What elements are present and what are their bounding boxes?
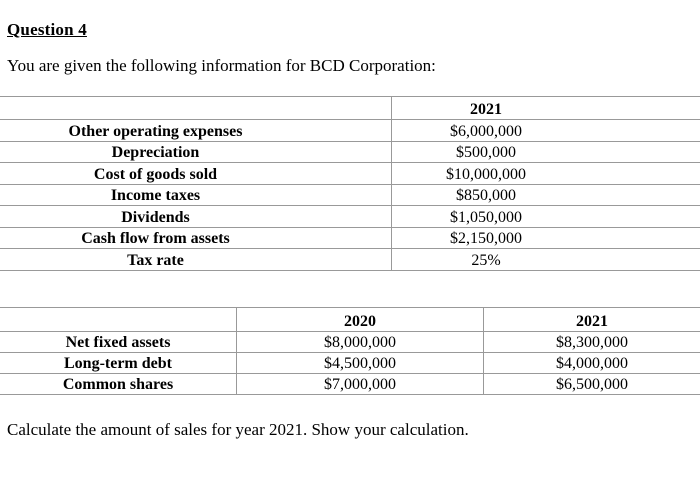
table-header-row (0, 308, 700, 332)
value-2020: $8,000,000 (237, 332, 484, 353)
value-2020: $7,000,000 (237, 374, 484, 395)
question-prompt: Calculate the amount of sales for year 2021. Show your calculation. (7, 420, 469, 439)
table-row (0, 141, 700, 163)
value-2021: $8,300,000 (484, 332, 700, 353)
question-heading: Question 4 (7, 20, 87, 39)
year-header: 2021 (391, 97, 700, 120)
row-value: $10,000,000 (391, 163, 700, 185)
table-row (0, 163, 700, 185)
row-value: 25% (391, 249, 700, 271)
row-label: Dividends (0, 206, 391, 228)
year-header-2021: 2021 (484, 308, 700, 332)
value-2021: $6,500,000 (484, 374, 700, 395)
table-header-row (0, 97, 700, 120)
header-blank-cell (0, 97, 391, 120)
row-label: Common shares (0, 374, 237, 395)
table-row (0, 120, 700, 142)
row-label: Net fixed assets (0, 332, 237, 353)
table-row (0, 332, 700, 353)
value-2021: $4,000,000 (484, 353, 700, 374)
table-row (0, 206, 700, 228)
row-label: Cost of goods sold (0, 163, 391, 185)
row-value: $2,150,000 (391, 227, 700, 249)
row-value: $6,000,000 (391, 120, 700, 142)
row-label: Income taxes (0, 184, 391, 206)
row-label: Tax rate (0, 249, 391, 271)
income-data-table (0, 96, 700, 271)
row-value: $500,000 (391, 141, 700, 163)
table-row (0, 353, 700, 374)
table-row (0, 227, 700, 249)
row-label: Cash flow from assets (0, 227, 391, 249)
table-row (0, 184, 700, 206)
row-label: Depreciation (0, 141, 391, 163)
header-blank-cell (0, 308, 237, 332)
row-label: Long-term debt (0, 353, 237, 374)
row-value: $1,050,000 (391, 206, 700, 228)
intro-text: You are given the following information for BCD Corporation: (7, 56, 436, 75)
year-header-2020: 2020 (237, 308, 484, 332)
balance-data-table (0, 307, 700, 395)
table-row (0, 249, 700, 271)
row-label: Other operating expenses (0, 120, 391, 142)
table-row (0, 374, 700, 395)
row-value: $850,000 (391, 184, 700, 206)
value-2020: $4,500,000 (237, 353, 484, 374)
